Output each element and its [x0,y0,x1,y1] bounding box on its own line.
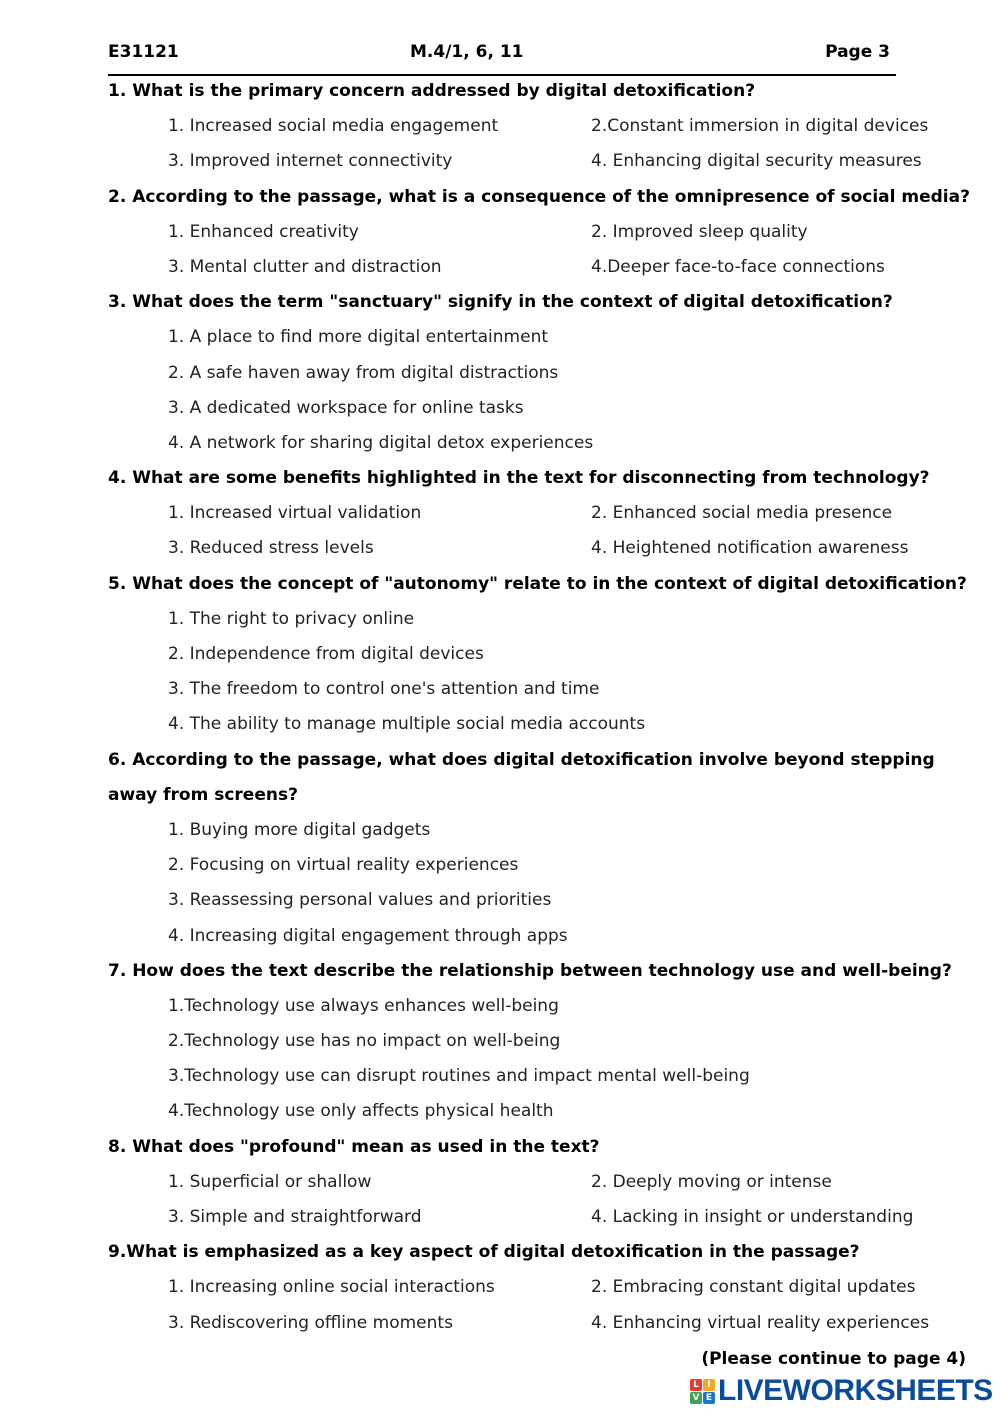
option-row [108,1306,968,1341]
logo-mark-tile: I [703,1379,715,1391]
answer-option[interactable]: 2. Improved sleep quality [591,221,808,242]
question-block [108,743,968,954]
question-block [108,461,968,567]
answer-option[interactable]: 1.Technology use always enhances well-being [168,995,559,1016]
option-row [108,1024,968,1059]
answer-option[interactable]: 3. Improved internet connectivity [168,151,453,172]
question-block [108,567,968,743]
option-row [108,426,968,461]
logo-mark-tile: L [690,1379,702,1391]
answer-option[interactable]: 1. Enhanced creativity [168,221,359,242]
answer-option[interactable]: 2.Technology use has no impact on well-being [168,1031,561,1052]
option-row [108,1059,968,1094]
option-row [108,813,968,848]
answer-option[interactable]: 4.Deeper face-to-face connections [591,256,885,277]
answer-option[interactable]: 4. Increasing digital engagement through apps [168,925,568,946]
answer-option[interactable]: 4.Technology use only affects physical health [168,1101,554,1122]
answer-option[interactable]: 1. A place to find more digital entertainment [168,327,549,348]
answer-option[interactable]: 1. Increasing online social interactions [168,1277,495,1298]
answer-option[interactable]: 4. A network for sharing digital detox experiences [168,432,594,453]
option-row [108,215,968,250]
logo-text: LIVEWORKSHEETS [718,1374,993,1407]
question-text: 4. What are some benefits highlighted in the text for disconnecting from technology? [108,468,930,489]
option-row [108,1200,968,1235]
question-text: 5. What does the concept of "autonomy" relate to in the context of digital detoxification? [108,573,967,594]
option-row [108,637,968,672]
question-block [108,1235,968,1341]
option-row [108,848,968,883]
answer-option[interactable]: 1. Increased social media engagement [168,116,499,137]
option-row [108,1094,968,1129]
option-row [108,109,968,144]
answer-option[interactable]: 4. Lacking in insight or understanding [591,1207,914,1228]
option-row [108,320,968,355]
question-text: 9.What is emphasized as a key aspect of digital detoxification in the passage? [108,1242,860,1263]
question-text: 1. What is the primary concern addressed by digital detoxification? [108,81,756,101]
question-block [108,285,968,461]
question-block [108,74,968,180]
logo-mark-icon [690,1379,715,1404]
option-row [108,707,968,742]
liveworksheets-logo [690,1374,993,1408]
answer-option[interactable]: 1. The right to privacy online [168,608,415,629]
logo-mark-tile: E [703,1392,715,1404]
page-header [108,40,896,76]
option-row [108,602,968,637]
question-block [108,180,968,286]
answer-option[interactable]: 3. Reassessing personal values and priorities [168,890,552,911]
answer-option[interactable]: 2. Embracing constant digital updates [591,1277,916,1298]
option-row [108,391,968,426]
class-info: M.4/1, 6, 11 [410,42,524,62]
answer-option[interactable]: 3. Rediscovering offline moments [168,1312,453,1333]
option-row [108,1270,968,1305]
question-list [108,74,968,1341]
answer-option[interactable]: 3. Simple and straightforward [168,1207,422,1228]
answer-option[interactable]: 2. Focusing on virtual reality experiences [168,855,519,876]
question-block [108,954,968,1130]
answer-option[interactable]: 3. A dedicated workspace for online tasks [168,397,524,418]
option-row [108,496,968,531]
answer-option[interactable]: 2. Deeply moving or intense [591,1171,832,1192]
answer-option[interactable]: 4. Enhancing digital security measures [591,151,922,172]
option-row [108,919,968,954]
question-text: 6. According to the passage, what does digital detoxification involve beyond stepping away from screens? [108,749,935,805]
option-row [108,883,968,918]
answer-option[interactable]: 4. Enhancing virtual reality experiences [591,1312,930,1333]
answer-option[interactable]: 1. Increased virtual validation [168,503,422,524]
answer-option[interactable]: 3.Technology use can disrupt routines and impact mental well-being [168,1066,750,1087]
option-row [108,356,968,391]
option-row [108,531,968,566]
answer-option[interactable]: 1. Superficial or shallow [168,1171,372,1192]
question-text: 7. How does the text describe the relationship between technology use and well-being? [108,960,952,981]
answer-option[interactable]: 4. The ability to manage multiple social media accounts [168,714,646,735]
option-row [108,672,968,707]
answer-option[interactable]: 2.Constant immersion in digital devices [591,116,929,137]
answer-option[interactable]: 3. The freedom to control one's attention and time [168,679,600,700]
answer-option[interactable]: 2. A safe haven away from digital distractions [168,362,559,383]
question-text: 8. What does "profound" mean as used in the text? [108,1136,600,1157]
answer-option[interactable]: 4. Heightened notification awareness [591,538,909,559]
continue-note: (Please continue to page 4) [701,1349,966,1369]
answer-option[interactable]: 3. Reduced stress levels [168,538,374,559]
page-number: Page 3 [825,42,890,62]
question-text: 2. According to the passage, what is a consequence of the omnipresence of social media? [108,186,970,207]
question-text: 3. What does the term "sanctuary" signify in the context of digital detoxification? [108,292,893,313]
option-row [108,1165,968,1200]
exam-code: E31121 [108,42,179,62]
answer-option[interactable]: 1. Buying more digital gadgets [168,819,431,840]
option-row [108,250,968,285]
answer-option[interactable]: 2. Independence from digital devices [168,644,484,664]
option-row [108,989,968,1024]
answer-option[interactable]: 3. Mental clutter and distraction [168,256,442,277]
answer-option[interactable]: 2. Enhanced social media presence [591,503,893,524]
question-block [108,1130,968,1236]
option-row [108,144,968,179]
logo-mark-tile: V [690,1392,702,1404]
